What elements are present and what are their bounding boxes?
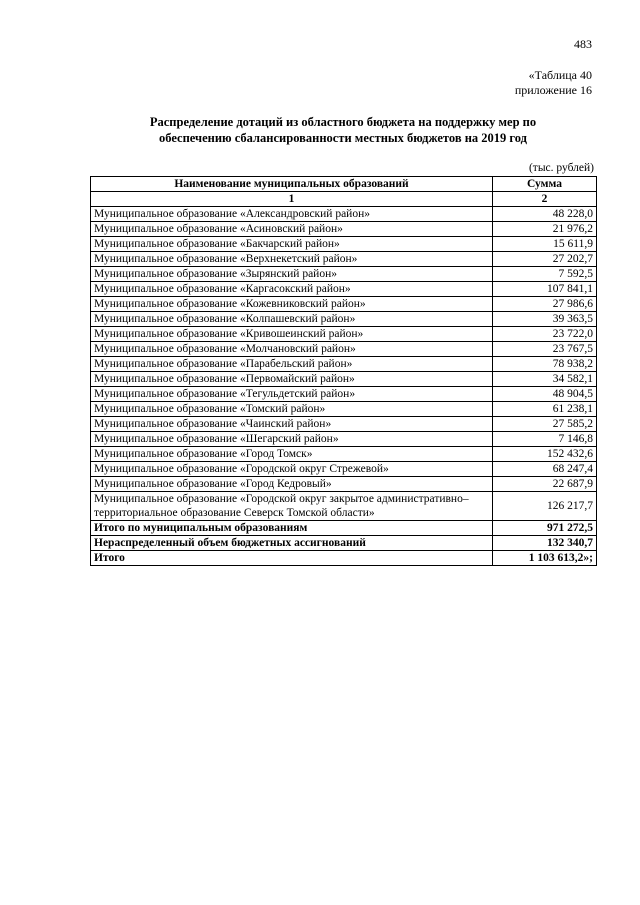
column-number-sum: 2: [493, 192, 597, 207]
row-name: Муниципальное образование «Город Томск»: [91, 447, 493, 462]
row-sum: 15 611,9: [493, 237, 597, 252]
row-name: Муниципальное образование «Первомайский район»: [91, 372, 493, 387]
row-name: Муниципальное образование «Парабельский район»: [91, 357, 493, 372]
row-name: Муниципальное образование «Город Кедровый»: [91, 477, 493, 492]
total-name: Итого по муниципальным образованиям: [91, 521, 493, 536]
appendix-number-label: приложение 16: [514, 83, 592, 97]
row-sum: 23 722,0: [493, 327, 597, 342]
row-sum: 23 767,5: [493, 342, 597, 357]
row-sum: 7 592,5: [493, 267, 597, 282]
table-row: [91, 297, 597, 312]
table-row: [91, 447, 597, 462]
table-row: [91, 222, 597, 237]
table-row: [91, 327, 597, 342]
document-title: [90, 114, 596, 146]
total-row-municipal: [91, 521, 597, 536]
row-sum: 22 687,9: [493, 477, 597, 492]
table-row: [91, 357, 597, 372]
units-label: (тыс. рублей): [528, 162, 594, 174]
table-row: [91, 312, 597, 327]
row-name: Муниципальное образование «Зырянский район»: [91, 267, 493, 282]
row-sum: 34 582,1: [493, 372, 597, 387]
column-number-name: 1: [91, 192, 493, 207]
page-number: 483: [574, 37, 592, 51]
table-row: [91, 462, 597, 477]
appendix-reference: [515, 68, 592, 98]
row-name: Муниципальное образование «Чаинский район»: [91, 417, 493, 432]
total-row-grand: [91, 551, 597, 566]
row-sum: 48 228,0: [493, 207, 597, 222]
row-name: Муниципальное образование «Городской округ закрытое административно–территориальное образование Северск Томской области»: [91, 492, 493, 521]
row-name: Муниципальное образование «Верхнекетский район»: [91, 252, 493, 267]
table-row: [91, 342, 597, 357]
row-sum: 78 938,2: [493, 357, 597, 372]
table-header-row: [91, 177, 597, 192]
row-sum: 7 146,8: [493, 432, 597, 447]
table-row: [91, 282, 597, 297]
column-number-row: [91, 192, 597, 207]
row-sum: 107 841,1: [493, 282, 597, 297]
total-sum: 1 103 613,2»;: [493, 551, 597, 566]
header-sum: Сумма: [493, 177, 597, 192]
row-name: Муниципальное образование «Городской округ Стрежевой»: [91, 462, 493, 477]
row-sum: 27 202,7: [493, 252, 597, 267]
appendix-table-label: «Таблица 40: [528, 68, 592, 82]
table-row: [91, 432, 597, 447]
row-sum: 27 986,6: [493, 297, 597, 312]
row-sum: 39 363,5: [493, 312, 597, 327]
table-row: [91, 267, 597, 282]
row-name: Муниципальное образование «Молчановский район»: [91, 342, 493, 357]
document-title-line-2: обеспечению сбалансированности местных бюджетов на 2019 год: [159, 131, 527, 145]
table-row: [91, 417, 597, 432]
row-name: Муниципальное образование «Асиновский район»: [91, 222, 493, 237]
total-sum: 132 340,7: [493, 536, 597, 551]
row-sum: 152 432,6: [493, 447, 597, 462]
row-sum: 48 904,5: [493, 387, 597, 402]
document-title-line-1: Распределение дотаций из областного бюджета на поддержку мер по: [149, 115, 537, 129]
table-row: [91, 372, 597, 387]
row-name: Муниципальное образование «Бакчарский район»: [91, 237, 493, 252]
row-sum: 21 976,2: [493, 222, 597, 237]
row-name: Муниципальное образование «Кожевниковский район»: [91, 297, 493, 312]
row-name: Муниципальное образование «Шегарский район»: [91, 432, 493, 447]
table-row: [91, 252, 597, 267]
table-row: [91, 477, 597, 492]
row-name: Муниципальное образование «Александровский район»: [91, 207, 493, 222]
row-name: Муниципальное образование «Каргасокский район»: [91, 282, 493, 297]
table-row: [91, 492, 597, 521]
header-name: Наименование муниципальных образований: [91, 177, 493, 192]
total-sum: 971 272,5: [493, 521, 597, 536]
total-name: Итого: [91, 551, 493, 566]
table-row: [91, 387, 597, 402]
row-name: Муниципальное образование «Тегульдетский район»: [91, 387, 493, 402]
table-row: [91, 237, 597, 252]
row-sum: 61 238,1: [493, 402, 597, 417]
total-name: Нераспределенный объем бюджетных ассигнований: [91, 536, 493, 551]
row-sum: 126 217,7: [493, 492, 597, 521]
row-sum: 68 247,4: [493, 462, 597, 477]
total-row-unallocated: [91, 536, 597, 551]
row-name: Муниципальное образование «Томский район»: [91, 402, 493, 417]
table-row: [91, 402, 597, 417]
row-sum: 27 585,2: [493, 417, 597, 432]
budget-table: [90, 176, 597, 566]
row-name: Муниципальное образование «Колпашевский район»: [91, 312, 493, 327]
table-row: [91, 207, 597, 222]
row-name: Муниципальное образование «Кривошеинский район»: [91, 327, 493, 342]
